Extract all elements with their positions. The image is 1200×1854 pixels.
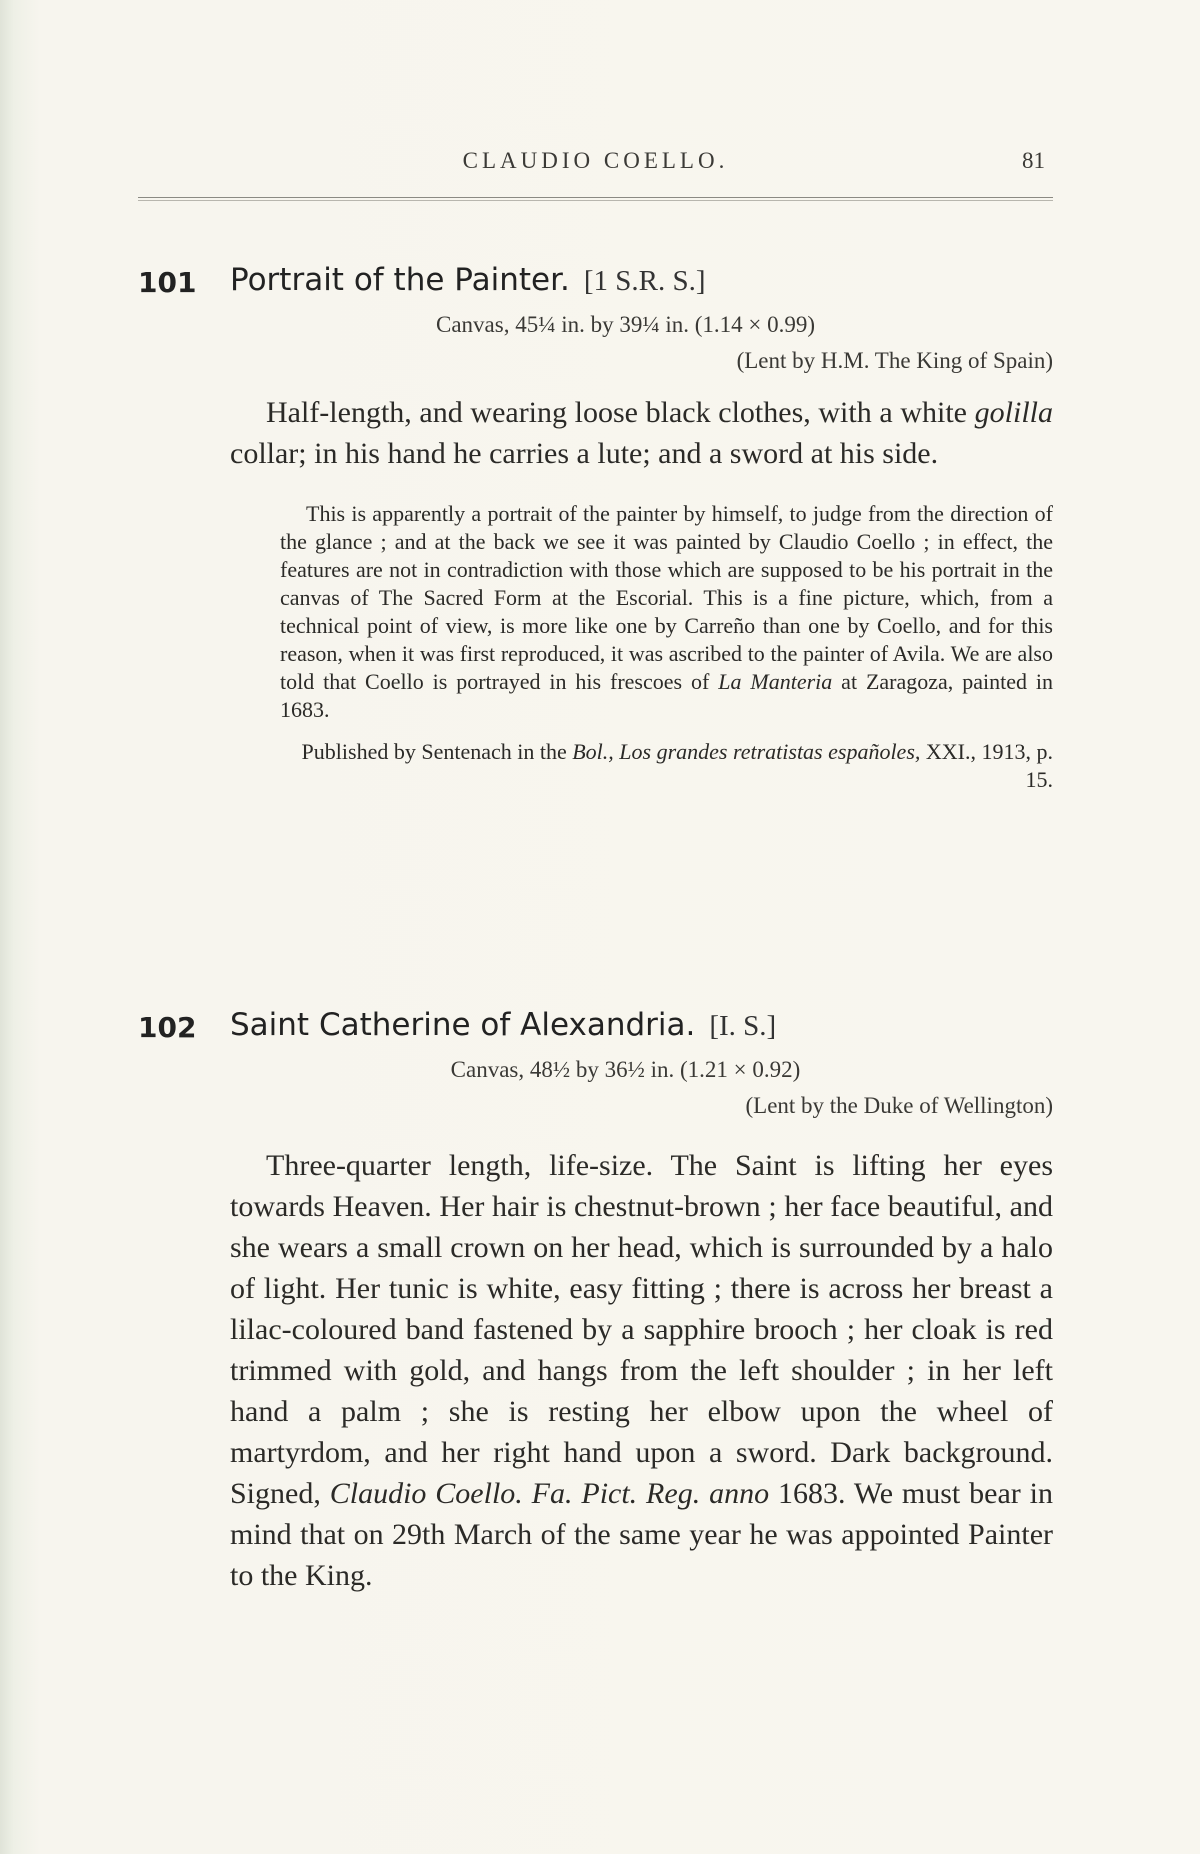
- entry-note: [280, 500, 1053, 724]
- entry-number: 102: [138, 1011, 197, 1044]
- note-text: at Zaragoza, painted in 1683.: [280, 669, 1053, 722]
- note-italic: La Manteria: [718, 669, 833, 694]
- entry-heading: [138, 262, 1053, 306]
- entry-title-text: Portrait of the Painter.: [230, 262, 570, 298]
- lender: (Lent by H.M. The King of Spain): [736, 348, 1053, 373]
- catalogue-entry-101: [138, 262, 1053, 794]
- canvas-dimensions: Canvas, 45¼ in. by 39¼ in. (1.14 × 0.99): [435, 312, 816, 337]
- entry-title-text: Saint Catherine of Alexandria.: [230, 1007, 696, 1043]
- description-text: Three-quarter length, life-size. The Saint is lifting her eyes towards Heaven. Her hair is chestnut-brown ; her face beautiful, and she wears a small crown on her head, which is surrounded by a halo of light. Her tunic is white, easy fitting ; there is across her breast a lilac-coloured band fastened by a sapphire brooch ; her cloak is red trimmed with gold, and hangs from the left shoulder ; in her left hand a palm ; she is resting her elbow upon the wheel of martyrdom, and her right hand upon a sword. Dark background. Signed,: [230, 1149, 1053, 1510]
- entry-number: 101: [138, 266, 197, 299]
- citation-text: XXI., 1913, p. 15.: [920, 739, 1053, 792]
- entry-reference: [I. S.]: [709, 1010, 777, 1042]
- entry-heading: [138, 1007, 1053, 1051]
- entry-description: [230, 392, 1053, 474]
- description-text: Half-length, and wearing loose black clothes, with a white: [266, 396, 975, 429]
- description-italic: Claudio Coello. Fa. Pict. Reg. anno: [329, 1477, 770, 1510]
- canvas-dimensions: Canvas, 48½ by 36½ in. (1.21 × 0.92): [450, 1057, 801, 1082]
- running-title: CLAUDIO COELLO.: [462, 148, 729, 173]
- catalogue-entry-102: [138, 1007, 1053, 1596]
- page-number: 81: [1022, 148, 1045, 173]
- description-text: 1683. We must bear in mind that on 29th March of the same year he was appointed Painter to the King.: [230, 1477, 1053, 1592]
- running-header: [138, 148, 1053, 188]
- citation-italic: Bol., Los grandes retratistas españoles,: [572, 739, 921, 764]
- entry-reference: [1 S.R. S.]: [583, 265, 706, 297]
- note-text: This is apparently a portrait of the painter by himself, to judge from the direction of the glance ; and at the back we see it was painted by Claudio Coello ; in effect, the features are not in contradiction with those which are supposed to be his portrait in the canvas of The Sacred Form at the Escorial. This is a fine picture, which, from a technical point of view, is more like one by Carreño than one by Coello, and for this reason, when it was first reproduced, it was ascribed to the painter of Avila. We are also told that Coello is portrayed in his frescoes of: [280, 501, 1053, 694]
- description-italic: golilla: [974, 396, 1053, 429]
- lender: (Lent by the Duke of Wellington): [745, 1093, 1053, 1118]
- entry-title: [230, 262, 706, 298]
- citation-text: Published by Sentenach in the: [301, 739, 573, 764]
- entry-description: [230, 1145, 1053, 1596]
- header-rule: [138, 197, 1053, 201]
- description-text: collar; in his hand he carries a lute; and a sword at his side.: [230, 437, 939, 470]
- entry-citation: [280, 738, 1053, 794]
- entry-title: [230, 1007, 776, 1043]
